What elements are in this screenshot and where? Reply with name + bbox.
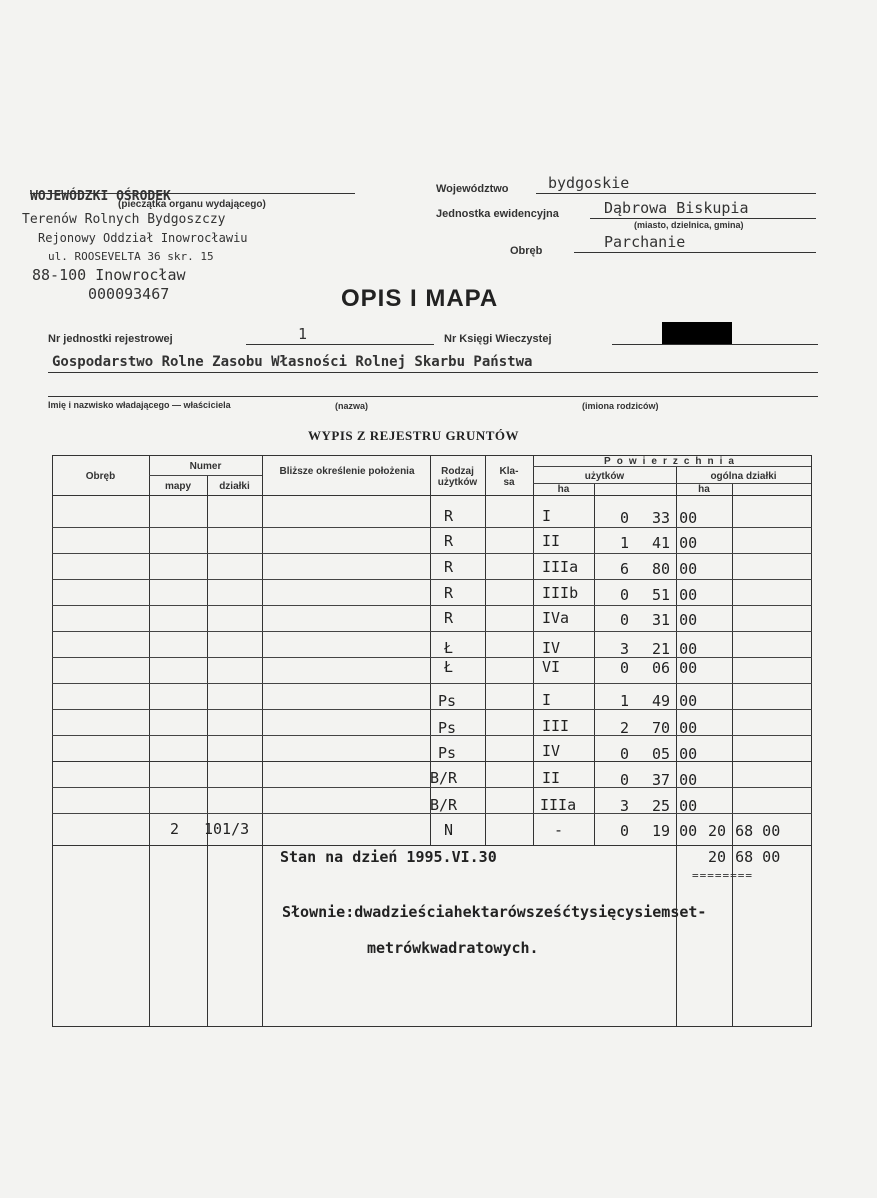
cell-a: 41 00 [652, 534, 698, 552]
wojewodztwo-value: bydgoskie [548, 174, 630, 192]
jednostka-value: Dąbrowa Biskupia [604, 199, 749, 217]
cell-a: 19 00 [652, 822, 698, 840]
cell-ha: 6 [620, 560, 630, 578]
cell-klasa: IV [542, 742, 561, 760]
jednostka-underline [590, 218, 816, 219]
obreb-underline [574, 252, 816, 253]
cell-klasa: IIIa [540, 796, 577, 814]
obreb-value: Parchanie [604, 233, 686, 251]
cell-ha: 2 [620, 719, 630, 737]
table-bottom-border [52, 1026, 812, 1027]
cell-ha: 0 [620, 822, 630, 840]
cell-ha: 0 [620, 586, 630, 604]
owner-value: Gospodarstwo Rolne Zasobu Własności Rolnej Skarbu Państwa [52, 354, 533, 370]
cell-a: 31 00 [652, 611, 698, 629]
th-uzytkow: użytków [584, 471, 625, 482]
cell-rodzaj: Ps [438, 744, 457, 762]
cell-klasa: IVa [542, 609, 570, 627]
row-line [52, 631, 812, 632]
th-numer: Numer [189, 461, 222, 472]
cell-ha: 1 [620, 692, 630, 710]
obreb-label: Obręb [510, 245, 543, 257]
cell-dzialki: 101/3 [204, 820, 250, 838]
cell-klasa: I [542, 507, 552, 525]
cell-rodzaj: R [444, 558, 454, 576]
th-dzialki: działki [219, 481, 250, 492]
cell-a: 06 00 [652, 659, 698, 677]
stamp-hint: (pieczątka organu wydającego) [118, 199, 266, 210]
row-line [52, 683, 812, 684]
cell-a: 37 00 [652, 771, 698, 789]
cell-rodzaj: R [444, 609, 454, 627]
cell-klasa: - [554, 821, 564, 839]
col-line-0 [52, 455, 53, 1027]
words-line-2: metrówkwadratowych. [367, 939, 539, 957]
th-klasa: Kla- sa [499, 466, 519, 488]
nr-ksiegi-underline [612, 344, 818, 345]
redaction-box [662, 322, 732, 344]
cell-klasa: II [542, 769, 561, 787]
cell-klasa: IV [542, 639, 561, 657]
cell-klasa: III [542, 717, 570, 735]
wojewodztwo-label: Województwo [436, 183, 509, 195]
th-ha-2: ha [698, 484, 710, 495]
cell-ogolna: 20 68 00 [708, 822, 781, 840]
cell-klasa: II [542, 532, 561, 550]
col-line-10 [811, 455, 812, 1027]
cell-a: 70 00 [652, 719, 698, 737]
cell-ha: 0 [620, 611, 630, 629]
cell-a: 21 00 [652, 640, 698, 658]
th-ha-1: ha [557, 484, 570, 495]
cell-a: 49 00 [652, 692, 698, 710]
cell-ha: 0 [620, 509, 630, 527]
words-line-1: Słownie:dwadzieściahektarówsześćtysięcysiemset- [282, 903, 707, 921]
jednostka-hint: (miasto, dzielnica, gmina) [634, 220, 744, 230]
cell-rodzaj: R [444, 584, 454, 602]
cell-klasa: IIIa [542, 558, 579, 576]
cell-rodzaj: N [444, 821, 454, 839]
stan-double-underline: ======== [692, 869, 753, 882]
cell-ha: 0 [620, 659, 630, 677]
stan-label: Stan na dzień 1995.VI.30 [280, 848, 497, 866]
cell-a: 33 00 [652, 509, 698, 527]
row-line [52, 845, 812, 846]
row-line [52, 735, 812, 736]
cell-rodzaj: B/R [430, 769, 458, 787]
row-line [52, 527, 812, 528]
col-line-1 [149, 455, 150, 1027]
cell-ha: 0 [620, 745, 630, 763]
cell-a: 51 00 [652, 586, 698, 604]
row-line [52, 579, 812, 580]
row-line [52, 553, 812, 554]
section-title: WYPIS Z REJESTRU GRUNTÓW [308, 428, 520, 443]
row-line [52, 657, 812, 658]
cell-mapy: 2 [170, 820, 180, 838]
th-mapy: mapy [164, 481, 192, 492]
cell-rodzaj: Ł [444, 639, 454, 657]
cell-rodzaj: R [444, 532, 454, 550]
cell-klasa: IIIb [542, 584, 579, 602]
register-table [52, 455, 812, 1027]
stamp-line6: 000093467 [88, 285, 170, 303]
owner-underline-2 [48, 396, 818, 397]
jednostka-label: Jednostka ewidencyjna [436, 208, 559, 220]
th-powierzchnia: Powierzchnia [604, 456, 740, 467]
col-line-9 [732, 483, 733, 1027]
cell-a: 25 00 [652, 797, 698, 815]
cell-rodzaj: Ł [444, 658, 454, 676]
row-line [52, 709, 812, 710]
nr-jednostki-underline [246, 344, 434, 345]
header-bottom-line [52, 495, 812, 496]
owner-label-mid: (nazwa) [335, 401, 369, 411]
cell-rodzaj: Ps [438, 692, 457, 710]
cell-rodzaj: R [444, 507, 454, 525]
row-line [52, 761, 812, 762]
row-line [52, 605, 812, 606]
col-line-7 [594, 483, 595, 845]
cell-klasa: VI [542, 658, 561, 676]
owner-underline [48, 372, 818, 373]
cell-a: 05 00 [652, 745, 698, 763]
page-title: OPIS I MAPA [341, 285, 499, 312]
stamp-line2: Terenów Rolnych Bydgoszczy [22, 212, 226, 227]
stamp-line5: 88-100 Inowrocław [32, 266, 186, 284]
nr-jednostki-value: 1 [298, 325, 308, 343]
owner-label-right: (imiona rodziców) [582, 401, 659, 411]
nr-ksiegi-label: Nr Księgi Wieczystej [444, 333, 552, 345]
col-line-2 [207, 475, 208, 1027]
cell-ha: 3 [620, 797, 630, 815]
nr-jednostki-label: Nr jednostki rejestrowej [48, 333, 173, 345]
stamp-line3: Rejonowy Oddział Inowrocławiu [38, 231, 248, 245]
cell-ha: 3 [620, 640, 630, 658]
stamp-line4: ul. ROOSEVELTA 36 skr. 15 [48, 250, 214, 263]
cell-ha: 1 [620, 534, 630, 552]
stan-total: 20 68 00 [708, 848, 781, 866]
wojewodztwo-underline [536, 193, 816, 194]
th-obreb: Obręb [85, 471, 116, 482]
cell-klasa: I [542, 691, 552, 709]
th-blizsze: Bliższe określenie położenia [279, 466, 415, 477]
header-line-numer [149, 475, 262, 476]
th-ogolna: ogólna działki [710, 471, 777, 482]
stamp-org: WOJEWÓDZKI OŚRODEK [30, 189, 171, 204]
th-rodzaj: Rodzaj użytków [437, 466, 478, 488]
cell-ha: 0 [620, 771, 630, 789]
col-line-3 [262, 455, 263, 1027]
cell-rodzaj: B/R [430, 796, 458, 814]
owner-label-left: Imię i nazwisko władającego — właściciela [48, 400, 231, 410]
cell-a: 80 00 [652, 560, 698, 578]
cell-rodzaj: Ps [438, 719, 457, 737]
row-line [52, 787, 812, 788]
